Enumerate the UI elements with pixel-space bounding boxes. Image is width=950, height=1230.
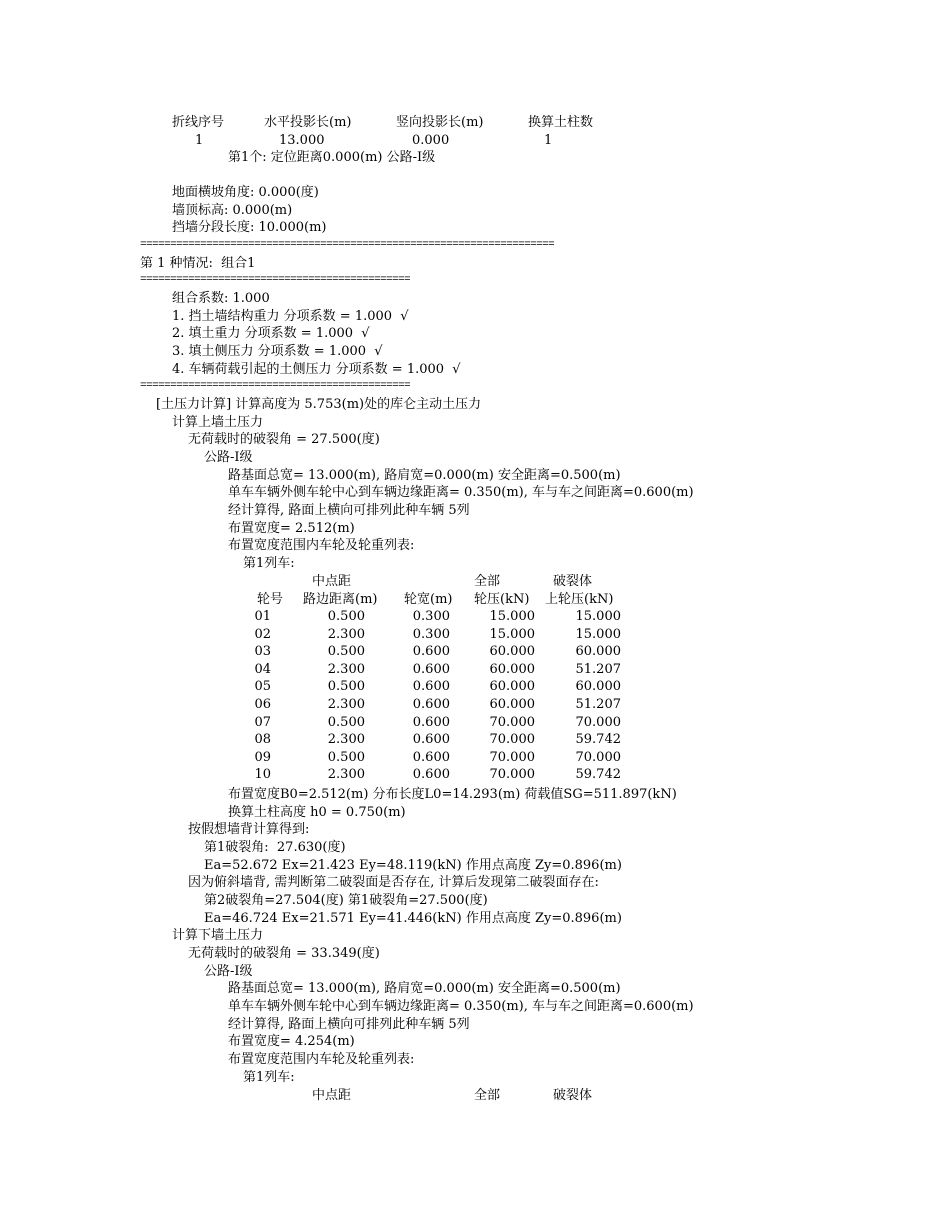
cell-wheel-width: 0.600 [412, 749, 450, 765]
cell-wheel-no: 10 [254, 767, 271, 783]
header-wheel-width: 轮宽(m) [404, 592, 453, 607]
cell-rupture-load: 15.000 [575, 609, 621, 624]
cell-rupture-load: 60.000 [575, 644, 621, 660]
cell-rupture-load: 59.742 [575, 767, 621, 783]
combination-item: 1. 挡土墙结构重力 分项系数 = 1.000 √ [172, 309, 409, 324]
cell-wheel-no: 06 [254, 697, 271, 712]
combination-item: 3. 填土侧压力 分项系数 = 1.000 √ [172, 344, 383, 359]
cell-wheel-load: 15.000 [489, 626, 535, 642]
cell-edge-distance: 2.300 [327, 661, 365, 677]
lower-header-midpoint: 中点距 [312, 1088, 352, 1103]
cell-wheel-width: 0.300 [412, 609, 450, 624]
earth-pressure-title: [土压力计算] 计算高度为 5.753(m)处的库仑主动土压力 [156, 397, 482, 412]
cell-edge-distance: 0.500 [327, 749, 365, 765]
upper-width: 布置宽度= 2.512(m) [228, 521, 355, 536]
cell-wheel-load: 15.000 [489, 609, 535, 624]
header-vertical-length: 竖向投影长(m) [396, 115, 484, 130]
header-wheel-no: 轮号 [257, 592, 284, 607]
cell-edge-distance: 0.500 [327, 679, 365, 695]
cell-wheel-no: 09 [254, 749, 271, 765]
first-result: Ea=52.672 Ex=21.423 Ey=48.119(kN) 作用点高度 Zy=0.896(m) [204, 858, 622, 873]
lower-width: 布置宽度= 4.254(m) [228, 1034, 355, 1049]
cell-wheel-no: 07 [254, 714, 271, 730]
cell-rupture-load: 59.742 [575, 732, 621, 748]
cell-wheel-width: 0.600 [412, 732, 450, 748]
header-rupture-load: 上轮压(kN) [545, 592, 614, 607]
cell-soil-columns: 1 [544, 133, 553, 148]
cell-wheel-load: 60.000 [489, 679, 535, 695]
cell-edge-distance: 0.500 [327, 609, 365, 624]
cell-wheel-load: 60.000 [489, 644, 535, 660]
upper-table-intro: 布置宽度范围内车轮及轮重列表: [228, 538, 415, 553]
separator: ============================================= [140, 274, 411, 286]
cell-wheel-load: 60.000 [489, 697, 535, 712]
cell-horizontal-length: 13.000 [279, 133, 325, 148]
header-soil-columns: 换算土柱数 [528, 115, 594, 130]
lower-vehicle-gap: 单车车辆外侧车轮中心到车辆边缘距离= 0.350(m), 车与车之间距离=0.600(m) [228, 999, 694, 1014]
header-polyline-index: 折线序号 [172, 115, 225, 130]
header-horizontal-length: 水平投影长(m) [264, 115, 352, 130]
cell-wheel-width: 0.600 [412, 714, 450, 730]
upper-roadbed: 路基面总宽= 13.000(m), 路肩宽=0.000(m) 安全距离=0.500(m) [228, 468, 621, 483]
case-title: 第 1 种情况: 组合1 [140, 256, 256, 271]
cell-edge-distance: 2.300 [327, 732, 365, 748]
lower-wall-title: 计算下墙土压力 [172, 928, 264, 943]
cell-rupture-load: 15.000 [575, 626, 621, 642]
cell-wheel-width: 0.300 [412, 626, 450, 642]
ground-slope: 地面横坡角度: 0.000(度) [172, 185, 319, 200]
header-total: 全部 [474, 574, 501, 589]
lower-header-total: 全部 [474, 1088, 501, 1103]
lower-roadbed: 路基面总宽= 13.000(m), 路肩宽=0.000(m) 安全距离=0.500(m) [228, 981, 621, 996]
header-edge-distance: 路边距离(m) [303, 592, 378, 607]
header-wheel-load: 轮压(kN) [474, 592, 530, 607]
cell-wheel-width: 0.600 [412, 679, 450, 695]
upper-h0: 换算土柱高度 h0 = 0.750(m) [228, 805, 406, 820]
lower-road-class: 公路-I级 [204, 964, 253, 979]
lower-table-intro: 布置宽度范围内车轮及轮重列表: [228, 1052, 415, 1067]
cell-edge-distance: 2.300 [327, 767, 365, 783]
cell-wheel-no: 02 [254, 626, 271, 642]
wall-segment-length: 挡墙分段长度: 10.000(m) [172, 220, 327, 235]
cell-wheel-load: 60.000 [489, 661, 535, 677]
cell-edge-distance: 2.300 [327, 626, 365, 642]
cell-edge-distance: 2.300 [327, 697, 365, 712]
position-note: 第1个: 定位距离0.000(m) 公路-I级 [228, 150, 436, 165]
lower-column-title: 第1列车: [243, 1070, 295, 1085]
header-midpoint: 中点距 [312, 574, 352, 589]
cell-rupture-load: 70.000 [575, 749, 621, 765]
header-rupture: 破裂体 [553, 574, 593, 589]
cell-wheel-no: 04 [254, 661, 271, 677]
cell-wheel-load: 70.000 [489, 732, 535, 748]
combination-coefficient: 组合系数: 1.000 [172, 291, 270, 306]
cell-rupture-load: 51.207 [575, 661, 621, 677]
wall-top-elevation: 墙顶标高: 0.000(m) [172, 203, 293, 218]
upper-vehicle-gap: 单车车辆外侧车轮中心到车辆边缘距离= 0.350(m), 车与车之间距离=0.600(m) [228, 485, 694, 500]
upper-column-title: 第1列车: [243, 556, 295, 571]
cell-wheel-width: 0.600 [412, 661, 450, 677]
cell-rupture-load: 51.207 [575, 697, 621, 712]
lower-lanes: 经计算得, 路面上横向可排列此种车辆 5列 [228, 1017, 470, 1032]
cell-wheel-load: 70.000 [489, 714, 535, 730]
lower-no-load-angle: 无荷载时的破裂角 = 33.349(度) [188, 946, 380, 961]
cell-rupture-load: 70.000 [575, 714, 621, 730]
cell-edge-distance: 0.500 [327, 644, 365, 660]
second-rupture-angle: 第2破裂角=27.504(度) 第1破裂角=27.500(度) [204, 893, 488, 908]
upper-load-summary: 布置宽度B0=2.512(m) 分布长度L0=14.293(m) 荷载值SG=511.897(kN) [228, 787, 677, 802]
combination-item: 4. 车辆荷载引起的土侧压力 分项系数 = 1.000 √ [172, 362, 461, 377]
assumed-wall-back: 按假想墙背计算得到: [188, 822, 310, 837]
combination-item: 2. 填土重力 分项系数 = 1.000 √ [172, 326, 370, 341]
second-result: Ea=46.724 Ex=21.571 Ey=41.446(kN) 作用点高度 Zy=0.896(m) [204, 911, 622, 926]
cell-polyline-index: 1 [195, 133, 204, 148]
separator: ===================================================================== [140, 239, 555, 251]
first-rupture-angle: 第1破裂角: 27.630(度) [204, 840, 346, 855]
upper-lanes: 经计算得, 路面上横向可排列此种车辆 5列 [228, 503, 470, 518]
second-rupture-check: 因为俯斜墙背, 需判断第二破裂面是否存在, 计算后发现第二破裂面存在: [188, 875, 599, 890]
separator: ============================================= [140, 380, 411, 392]
cell-wheel-no: 05 [254, 679, 271, 695]
upper-no-load-angle: 无荷载时的破裂角 = 27.500(度) [188, 432, 380, 447]
cell-wheel-load: 70.000 [489, 767, 535, 783]
cell-wheel-width: 0.600 [412, 644, 450, 660]
cell-wheel-width: 0.600 [412, 767, 450, 783]
cell-rupture-load: 60.000 [575, 679, 621, 695]
cell-wheel-no: 03 [254, 644, 271, 660]
upper-wall-title: 计算上墙土压力 [172, 415, 264, 430]
upper-road-class: 公路-I级 [204, 450, 253, 465]
lower-header-rupture: 破裂体 [553, 1088, 593, 1103]
cell-edge-distance: 0.500 [327, 714, 365, 730]
cell-wheel-width: 0.600 [412, 697, 450, 712]
cell-wheel-no: 01 [254, 609, 271, 624]
cell-wheel-no: 08 [254, 732, 271, 748]
cell-wheel-load: 70.000 [489, 749, 535, 765]
cell-vertical-length: 0.000 [412, 133, 450, 148]
